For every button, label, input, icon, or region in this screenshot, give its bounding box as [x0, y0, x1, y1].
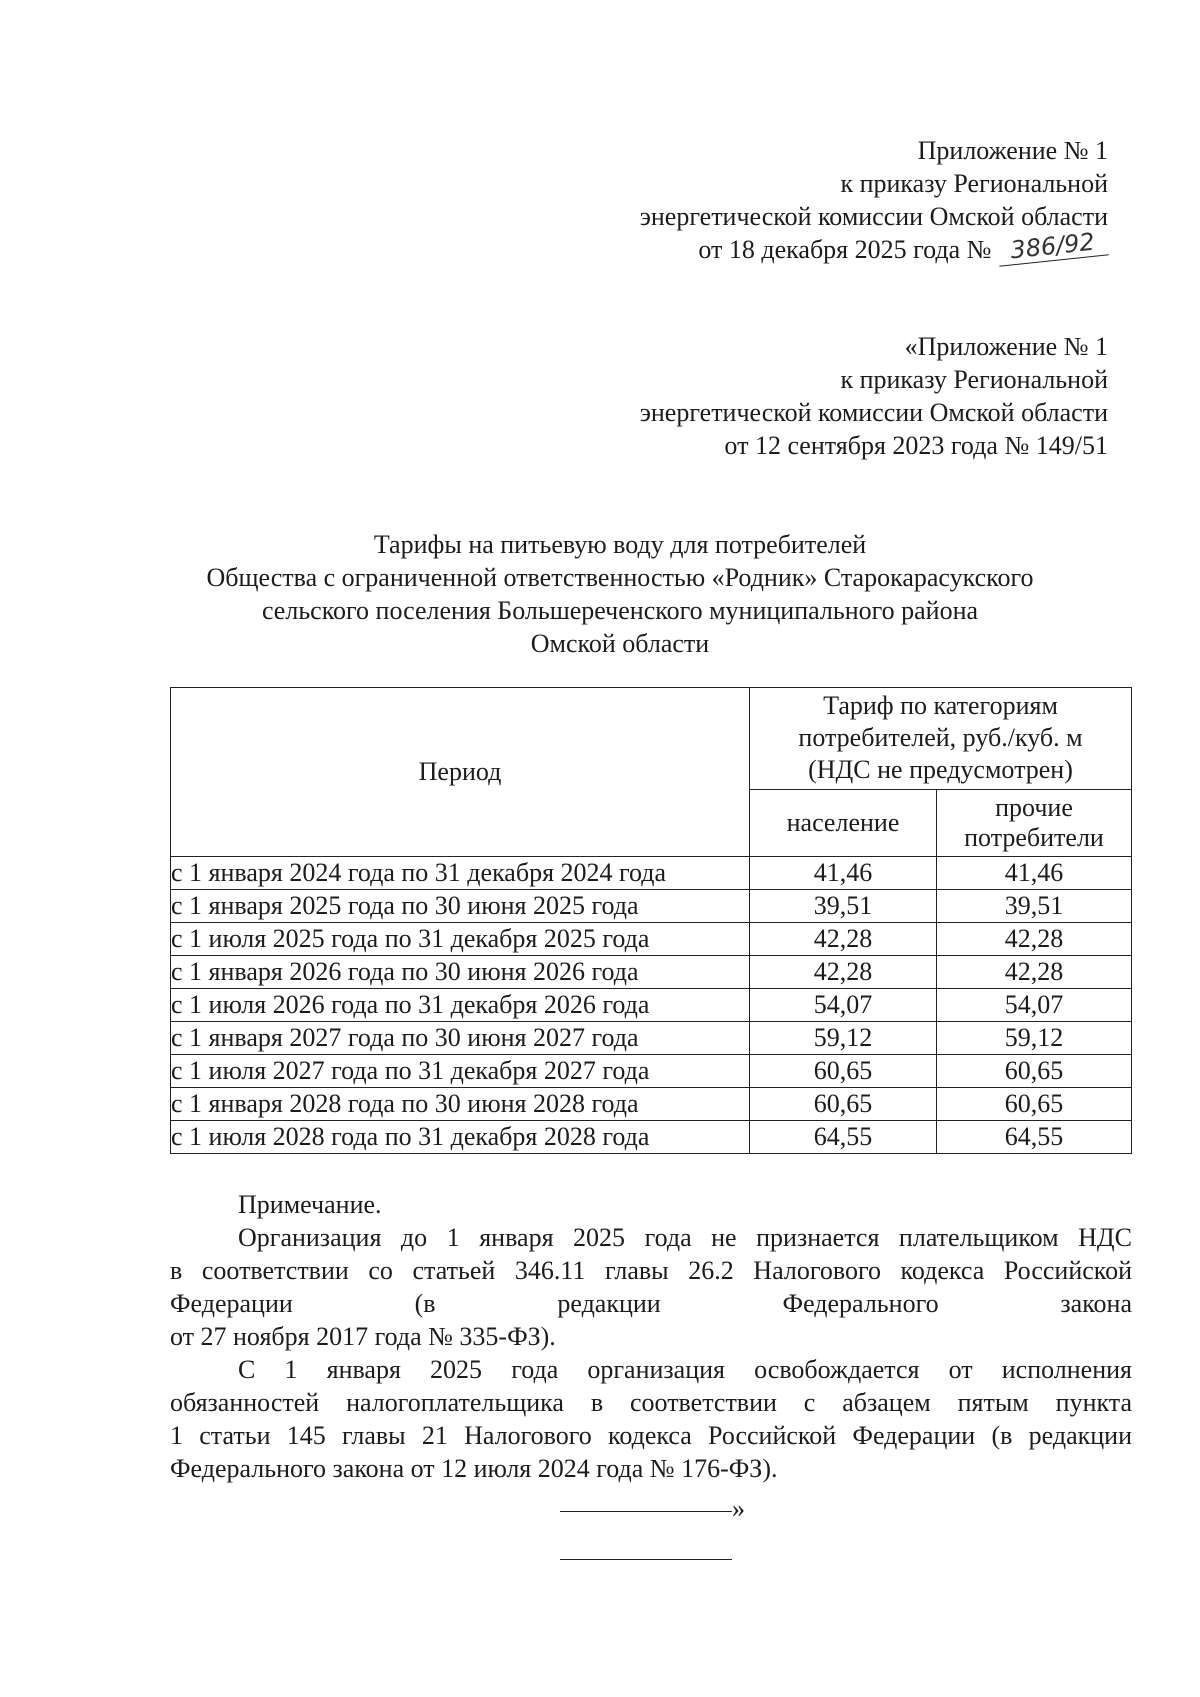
tariff-table — [170, 687, 1132, 1154]
order-date-line — [640, 227, 1108, 267]
handwritten-order-number: 386/92 — [996, 224, 1109, 268]
period-cell: с 1 января 2026 года по 30 июня 2026 года — [171, 956, 750, 989]
header-other-line-2: потребители — [964, 822, 1104, 852]
commission-name: энергетической комиссии Омской области — [639, 202, 1108, 231]
header-other-consumers — [937, 789, 1132, 856]
title-line-3: сельского поселения Большереченского муниципального района — [261, 596, 979, 625]
appendix-header-original — [640, 330, 1108, 462]
period-cell: с 1 июля 2025 года по 31 декабря 2025 года — [171, 923, 750, 956]
header-group-line-2: потребителей, руб./куб. м — [798, 723, 1083, 753]
period-cell: с 1 января 2028 года по 30 июня 2028 года — [171, 1088, 750, 1121]
population-tariff-cell: 42,28 — [750, 923, 937, 956]
note-paragraph-1 — [170, 1221, 1132, 1353]
appendix-label: Приложение № 1 — [917, 136, 1108, 165]
note-p1-line-1: Организация до 1 января 2025 года не признается плательщиком НДС — [238, 1223, 1132, 1252]
other-tariff-cell: 60,65 — [937, 1055, 1132, 1088]
period-cell: с 1 июля 2027 года по 31 декабря 2027 года — [171, 1055, 750, 1088]
note-p1-line-3: Федерации (в редакции Федерального закона — [170, 1289, 1132, 1318]
header-group-line-1: Тариф по категориям — [823, 691, 1058, 721]
table-row — [171, 923, 1132, 956]
note-p2-line-4: Федерального закона от 12 июля 2024 года № 176-ФЗ). — [170, 1454, 778, 1483]
appendix-header-current — [640, 134, 1108, 267]
title-line-4: Омской области — [530, 629, 710, 658]
end-rule — [560, 1559, 732, 1560]
original-commission-name: энергетической комиссии Омской области — [639, 398, 1108, 427]
other-tariff-cell: 60,65 — [937, 1088, 1132, 1121]
tariff-rows — [171, 857, 1132, 1154]
other-tariff-cell: 41,46 — [937, 857, 1132, 890]
note-p2-line-2: обязанностей налогоплательщика в соответствии с абзацем пятым пункта — [170, 1388, 1132, 1417]
table-row — [171, 857, 1132, 890]
other-tariff-cell: 42,28 — [937, 956, 1132, 989]
other-tariff-cell: 39,51 — [937, 890, 1132, 923]
population-tariff-cell: 64,55 — [750, 1121, 937, 1154]
other-tariff-cell: 59,12 — [937, 1022, 1132, 1055]
period-cell: с 1 июля 2028 года по 31 декабря 2028 года — [171, 1121, 750, 1154]
table-row — [171, 890, 1132, 923]
table-row — [171, 1088, 1132, 1121]
population-tariff-cell: 60,65 — [750, 1088, 937, 1121]
population-tariff-cell: 39,51 — [750, 890, 937, 923]
header-population: население — [750, 789, 937, 856]
population-tariff-cell: 59,12 — [750, 1022, 937, 1055]
note-paragraph-2 — [170, 1353, 1132, 1485]
population-tariff-cell: 42,28 — [750, 956, 937, 989]
original-appendix-label: «Приложение № 1 — [904, 332, 1108, 361]
note-p2-line-3: 1 статьи 145 главы 21 Налогового кодекса Российской Федерации (в редакции — [170, 1421, 1132, 1450]
period-cell: с 1 июля 2026 года по 31 декабря 2026 года — [171, 989, 750, 1022]
note-p1-line-4: от 27 ноября 2017 года № 335-ФЗ). — [170, 1322, 556, 1351]
header-group-line-3: (НДС не предусмотрен) — [808, 755, 1073, 785]
title-line-2: Общества с ограниченной ответственностью «Родник» Старокарасукского — [206, 563, 1034, 592]
table-row — [171, 1022, 1132, 1055]
period-cell: с 1 января 2024 года по 31 декабря 2024 года — [171, 857, 750, 890]
title-line-1: Тарифы на питьевую воду для потребителей — [373, 530, 867, 559]
table-row — [171, 989, 1132, 1022]
order-date: от 18 декабря 2025 года № — [698, 235, 992, 264]
header-period: Период — [171, 688, 750, 857]
header-other-line-1: прочие — [995, 792, 1073, 822]
other-tariff-cell: 54,07 — [937, 989, 1132, 1022]
table-row — [171, 1121, 1132, 1154]
other-tariff-cell: 42,28 — [937, 923, 1132, 956]
order-reference: к приказу Региональной — [840, 169, 1108, 198]
period-cell: с 1 января 2027 года по 30 июня 2027 года — [171, 1022, 750, 1055]
note-p1-line-2: в соответствии со статьей 346.11 главы 26.2 Налогового кодекса Российской — [170, 1256, 1132, 1285]
note-label: Примечание. — [238, 1190, 382, 1219]
closing-quote: » — [732, 1494, 745, 1523]
note-p2-line-1: С 1 января 2025 года организация освобождается от исполнения — [238, 1355, 1132, 1384]
population-tariff-cell: 41,46 — [750, 857, 937, 890]
note-section — [170, 1188, 1132, 1485]
closing-rule — [560, 1511, 732, 1512]
population-tariff-cell: 54,07 — [750, 989, 937, 1022]
original-order-reference: к приказу Региональной — [840, 365, 1108, 394]
population-tariff-cell: 60,65 — [750, 1055, 937, 1088]
document-title — [120, 528, 1120, 660]
period-cell: с 1 января 2025 года по 30 июня 2025 года — [171, 890, 750, 923]
table-row — [171, 1055, 1132, 1088]
closing-line — [560, 1494, 745, 1524]
other-tariff-cell: 64,55 — [937, 1121, 1132, 1154]
table-row — [171, 956, 1132, 989]
header-tariff-group — [750, 688, 1132, 790]
original-order-date: от 12 сентября 2023 года № 149/51 — [724, 431, 1108, 460]
